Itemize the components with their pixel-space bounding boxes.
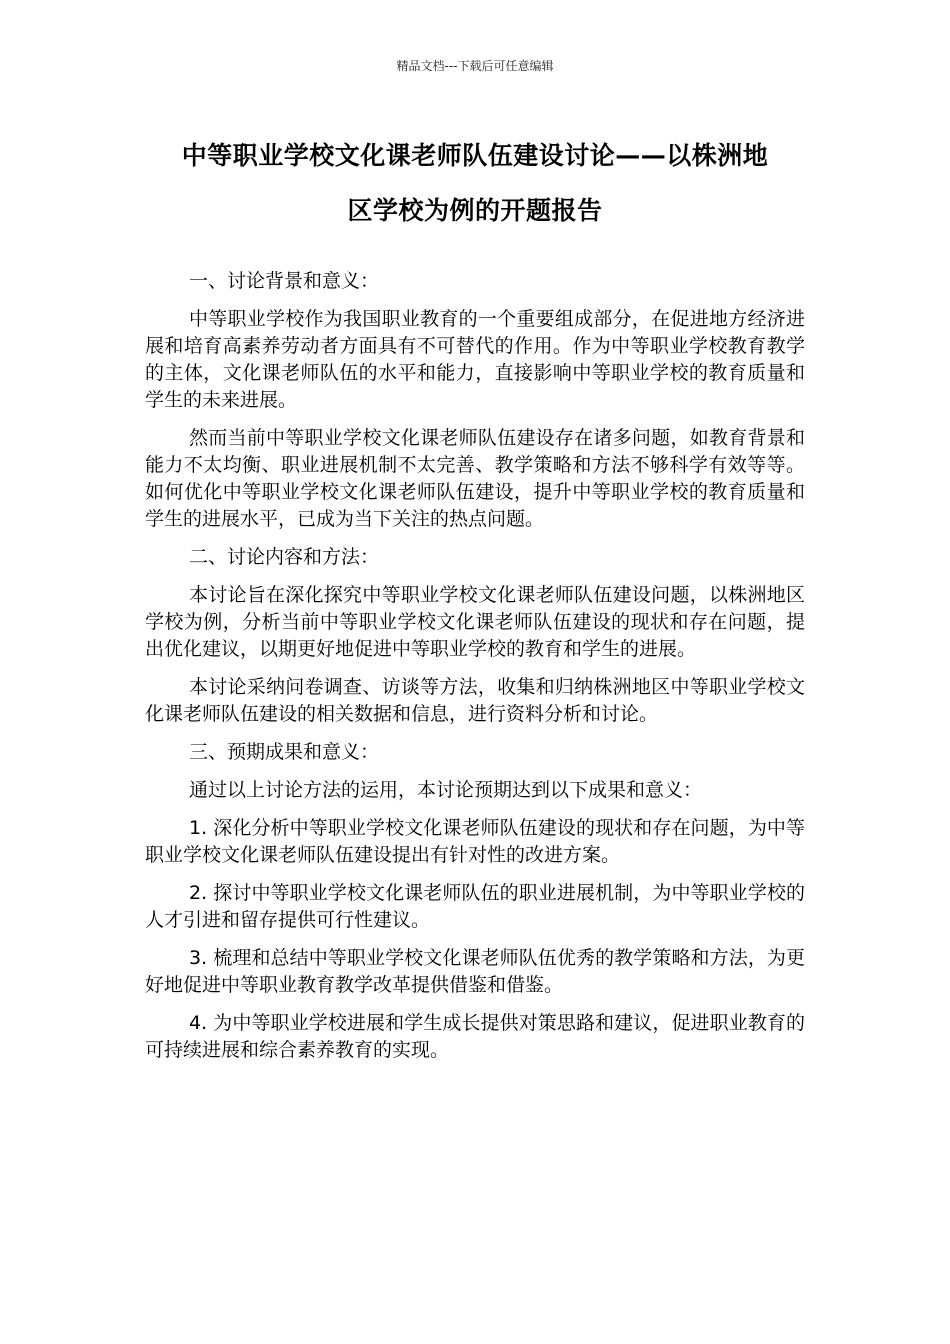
list-item: 3. 梳理和总结中等职业学校文化课老师队伍优秀的教学策略和方法，为更好地促进中等职业教育教学改革提供借鉴和借鉴。 xyxy=(145,947,805,996)
page-header-note: 精品文档---下载后可任意编辑 xyxy=(396,59,554,73)
section-heading-background: 一、讨论背景和意义： xyxy=(189,270,380,292)
document-body xyxy=(145,268,805,1075)
list-item: 1. 深化分析中等职业学校文化课老师队伍建设的现状和存在问题，为中等职业学校文化课老师队伍建设提出有针对性的改进方案。 xyxy=(145,817,805,866)
paragraph: 本讨论旨在深化探究中等职业学校文化课老师队伍建设问题，以株洲地区学校为例，分析当前中等职业学校文化课老师队伍建设的现状和存在问题，提出优化建议，以期更好地促进中等职业学校的教育和学生的进展。 xyxy=(145,584,805,660)
document-title-line-2: 区学校为例的开题报告 xyxy=(347,196,603,225)
section-heading-expected-results: 三、预期成果和意义： xyxy=(189,741,380,763)
section-heading-content-method: 二、讨论内容和方法： xyxy=(189,546,380,568)
document-title-line-1: 中等职业学校文化课老师队伍建设讨论——以株洲地 xyxy=(181,141,769,170)
list-item: 4. 为中等职业学校进展和学生成长提供对策思路和建议，促进职业教育的可持续进展和综合素养教育的实现。 xyxy=(145,1012,805,1061)
paragraph: 本讨论采纳问卷调查、访谈等方法，收集和归纳株洲地区中等职业学校文化课老师队伍建设的相关数据和信息，进行资料分析和讨论。 xyxy=(145,676,805,725)
paragraph: 然而当前中等职业学校文化课老师队伍建设存在诸多问题，如教育背景和能力不太均衡、职业进展机制不太完善、教学策略和方法不够科学有效等等。如何优化中等职业学校文化课老师队伍建设，提升中等职业学校的教育质量和学生的进展水平，已成为当下关注的热点问题。 xyxy=(145,427,805,530)
list-item: 2. 探讨中等职业学校文化课老师队伍的职业进展机制，为中等职业学校的人才引进和留存提供可行性建议。 xyxy=(145,882,805,931)
paragraph: 通过以上讨论方法的运用，本讨论预期达到以下成果和意义： xyxy=(189,779,703,801)
paragraph: 中等职业学校作为我国职业教育的一个重要组成部分，在促进地方经济进展和培育高素养劳动者方面具有不可替代的作用。作为中等职业学校教育教学的主体，文化课老师队伍的水平和能力，直接影响中等职业学校的教育质量和学生的未来进展。 xyxy=(145,308,805,411)
